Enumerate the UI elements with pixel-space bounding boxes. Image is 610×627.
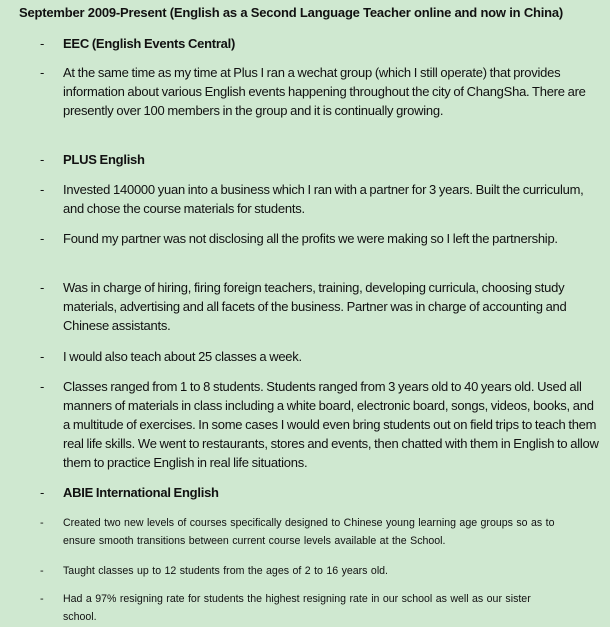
bullet-dash: - xyxy=(40,593,44,605)
employer-heading: ABIE International English xyxy=(63,485,219,500)
item-text: Found my partner was not disclosing all the profits we were making so I left the partnership. xyxy=(63,231,558,246)
item-text: Was in charge of hiring, firing foreign teachers, training, developing curricula, choosing study materials, advertising and all facets of the business. Partner was in charge of accounting and Chinese assistants. xyxy=(63,280,567,333)
item-text: Created two new levels of courses specifically designed to Chinese young learning age groups so as to ensure smooth transitions between current course levels available at the School. xyxy=(63,517,555,547)
item-text: I would also teach about 25 classes a week. xyxy=(63,349,302,364)
bullet-dash: - xyxy=(40,349,45,364)
section-heading: September 2009-Present (English as a Second Language Teacher online and now in China) xyxy=(19,5,564,20)
item-text: Had a 97% resigning rate for students the highest resigning rate in our school as well as our sister school. xyxy=(63,593,531,623)
bullet-dash: - xyxy=(40,65,45,80)
bullet-dash: - xyxy=(40,36,45,51)
bullet-dash: - xyxy=(40,565,44,577)
bullet-dash: - xyxy=(40,152,45,167)
employer-heading: PLUS English xyxy=(63,152,145,167)
bullet-dash: - xyxy=(40,280,45,295)
item-text: At the same time as my time at Plus I ran a wechat group (which I still operate) that provides information about various English events happening throughout the city of ChangSha. There are presently over 100 members in the group and it is continually growing. xyxy=(63,65,586,118)
employer-heading: EEC (English Events Central) xyxy=(63,36,236,51)
bullet-dash: - xyxy=(40,231,45,246)
item-text: Invested 140000 yuan into a business which I ran with a partner for 3 years. Built the curriculum, and chose the course materials for students. xyxy=(63,182,584,216)
bullet-dash: - xyxy=(40,485,45,500)
bullet-dash: - xyxy=(40,379,45,394)
item-text: Taught classes up to 12 students from the ages of 2 to 16 years old. xyxy=(63,565,389,577)
bullet-dash: - xyxy=(40,182,45,197)
bullet-dash: - xyxy=(40,517,44,529)
item-text: Classes ranged from 1 to 8 students. Students ranged from 3 years old to 40 years old. Used all manners of materials in class including a white board, electronic board, songs, videos, books, and a multitude of exercises. In some cases I would even bring students out on field trips to teach them real life skills. We went to restaurants, stores and events, then chatted with them in English to allow them to practice English in real life situations. xyxy=(63,379,599,470)
